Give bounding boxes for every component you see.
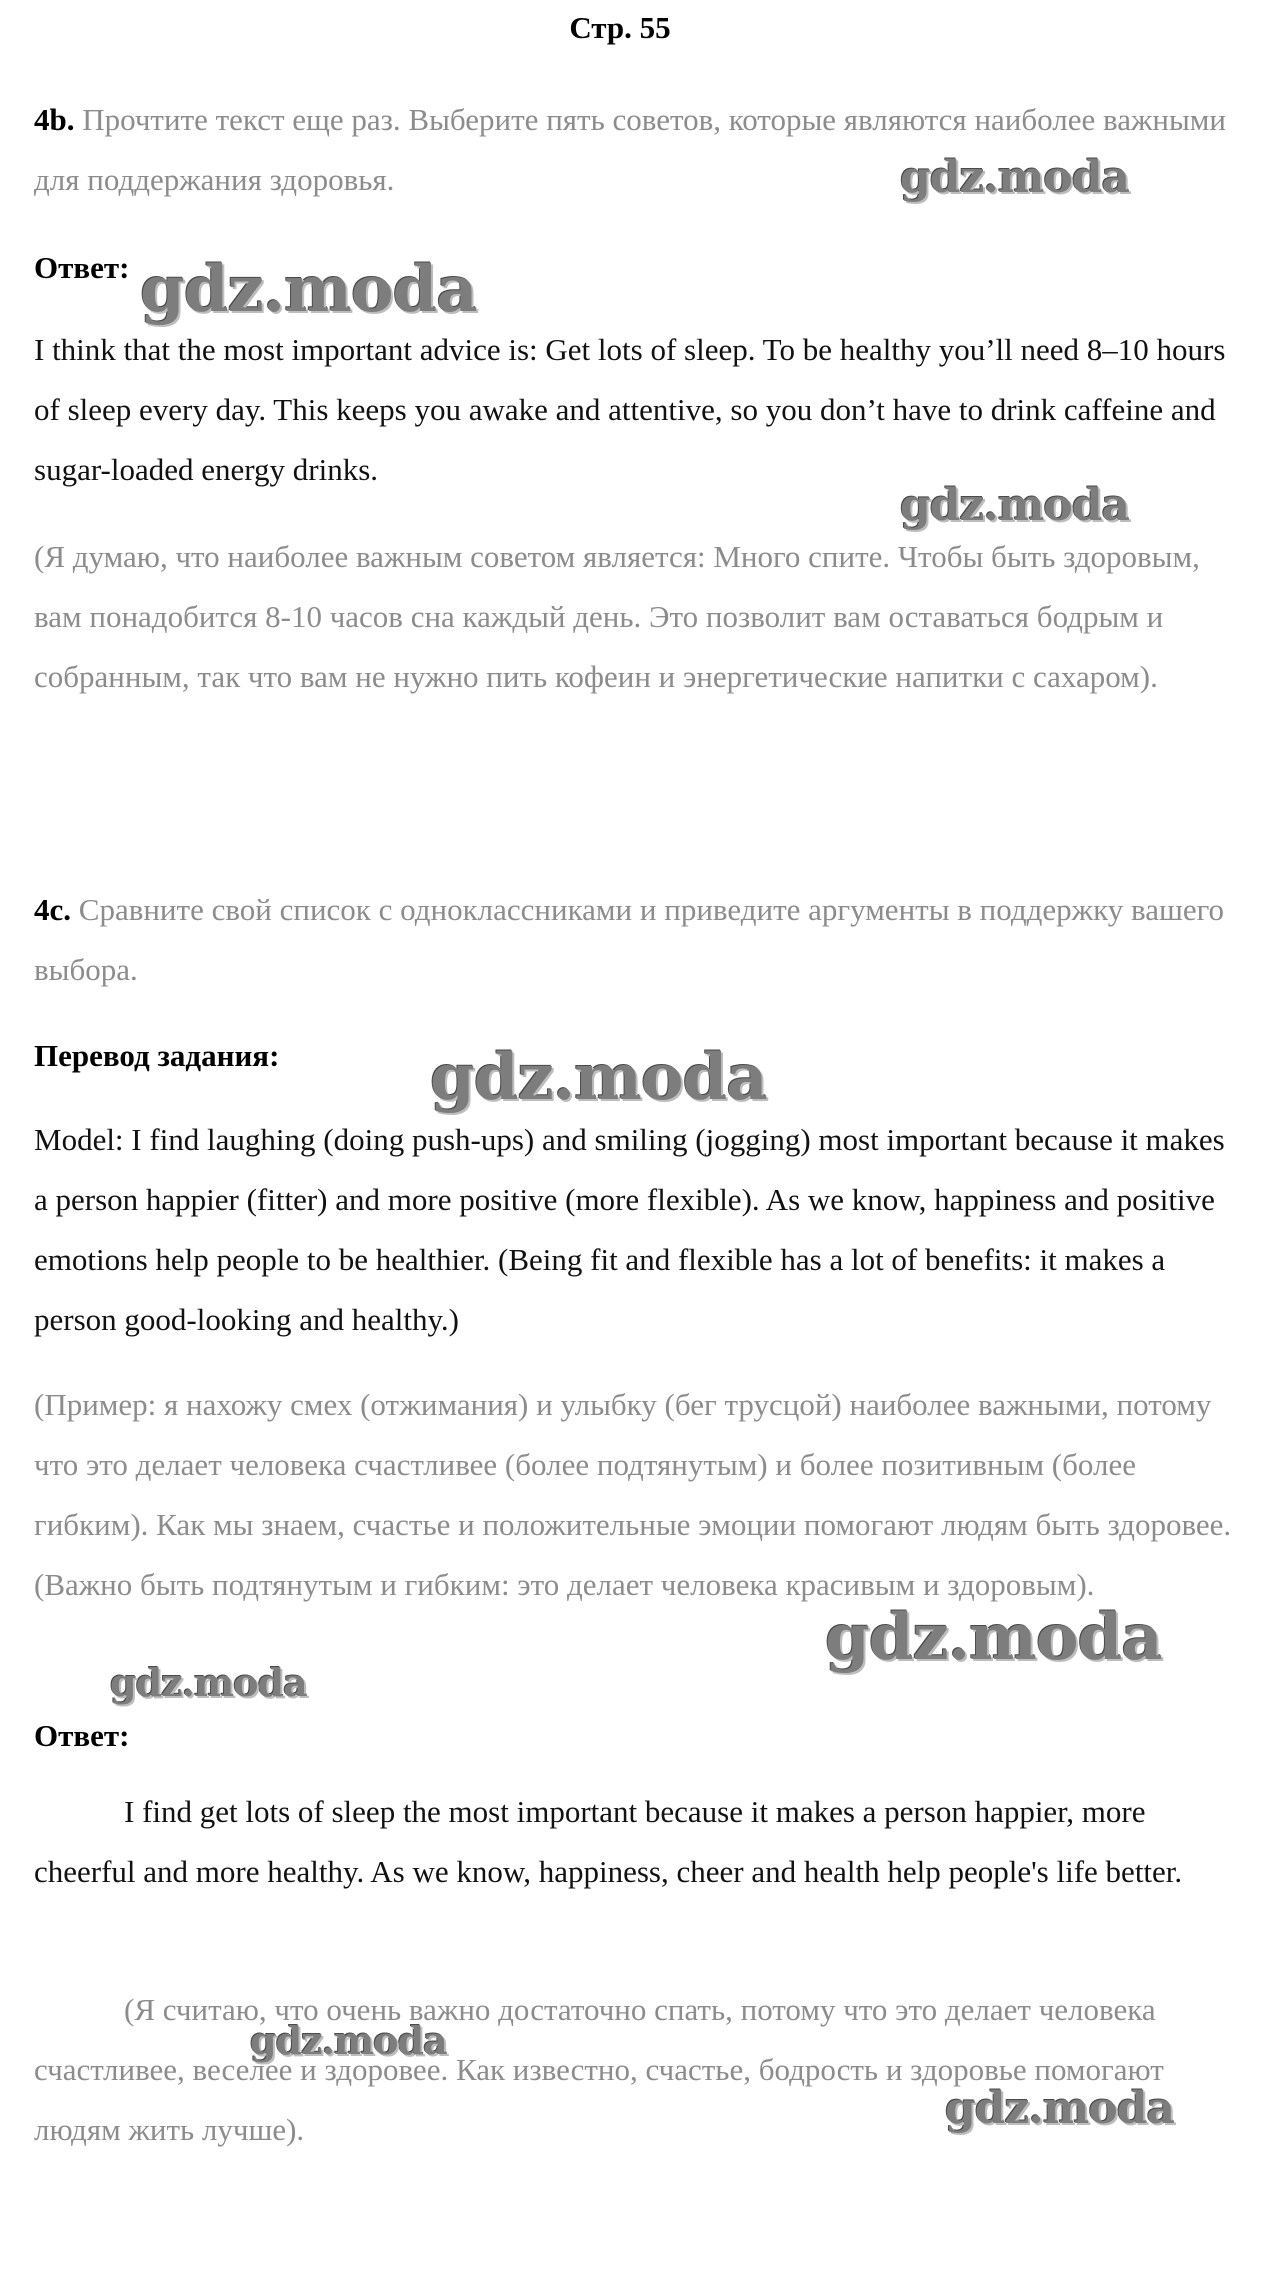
task-4b-answer-label: Ответ:	[34, 250, 130, 285]
watermark-logo: gdz.moda	[250, 2018, 447, 2063]
task-4c-model-ru: (Пример: я нахожу смех (отжимания) и улыбку (бег трусцой) наиболее важными, потому что это делает человека счастливее (более подтянутым) и более позитивным (более гибким). Как мы знаем, счастье и положительные эмоции помогают людям быть здоровее. (Важно быть подтянутым и гибким: это делает человека красивым и здоровым).	[34, 1387, 1232, 1602]
watermark-logo: gdz.moda	[110, 1660, 307, 1705]
watermark-logo: gdz.moda	[825, 1600, 1162, 1675]
task-4b-answer-en: I think that the most important advice is: Get lots of sleep. To be healthy you’ll need 8–10 hours of sleep every day. This keeps you awake and attentive, so you don’t have to drink caffeine and sugar-loaded energy drinks.	[34, 332, 1226, 487]
watermark-logo: gdz.moda	[900, 480, 1130, 531]
task-4c-answer-label: Ответ:	[34, 1718, 130, 1753]
page-number: Стр. 55	[569, 10, 671, 45]
task-4b-label: 4b.	[34, 102, 75, 137]
task-4c-answer-ru: (Я считаю, что очень важно достаточно спать, потому что это делает человека счастливее, веселее и здоровее. Как известно, счастье, бодрость и здоровье помогают людям жить лучше).	[34, 1992, 1164, 2147]
watermark-logo: gdz.moda	[900, 152, 1130, 203]
task-4c-instruction-text: Сравните свой список с одноклассниками и приведите аргументы в поддержку вашего выбора.	[34, 892, 1225, 987]
watermark-logo: gdz.moda	[430, 1040, 767, 1115]
task-4c-label: 4c.	[34, 892, 72, 927]
task-4c-translation-label: Перевод задания:	[34, 1038, 280, 1073]
task-4c-model-en: Model: I find laughing (doing push-ups) and smiling (jogging) most important because it makes a person happier (fitter) and more positive (more flexible). As we know, happiness and positive emotions help people to be healthier. (Being fit and flexible has a lot of benefits: it makes a person good-looking and healthy.)	[34, 1122, 1225, 1337]
task-4b-answer-ru: (Я думаю, что наиболее важным советом является: Много спите. Чтобы быть здоровым, вам понадобится 8-10 часов сна каждый день. Это позволит вам оставаться бодрым и собранным, так что вам не нужно пить кофеин и энергетические напитки с сахаром).	[34, 539, 1200, 694]
task-4c-answer-en: I find get lots of sleep the most important because it makes a person happier, more cheerful and more healthy. As we know, happiness, cheer and health help people's life better.	[34, 1794, 1183, 1889]
watermark-logo: gdz.moda	[140, 252, 477, 327]
watermark-logo: gdz.moda	[945, 2083, 1175, 2134]
task-4c-instruction	[34, 880, 1234, 1000]
task-4b-instruction-text: Прочтите текст еще раз. Выберите пять советов, которые являются наиболее важными для поддержания здоровья.	[34, 102, 1227, 197]
